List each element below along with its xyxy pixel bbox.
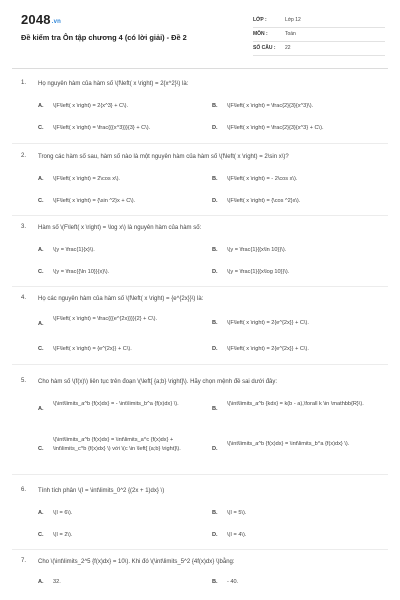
option-letter: B. (212, 176, 218, 182)
option-text: \(F\left( x \right) = 2{e^{2x}} + C\). (227, 346, 309, 352)
option-text: \(I = 5\). (227, 510, 247, 516)
option-letter: B. (212, 579, 218, 585)
option-letter: C. (38, 532, 44, 538)
question-number: 2. (21, 153, 27, 159)
option-text: \(I = 4\). (227, 532, 247, 538)
question-number: 6. (21, 487, 27, 493)
meta-label: SỐ CÂU : (253, 45, 276, 51)
option-text: \(F\left( x \right) = \frac{{{e^{2x}}}}{2} + C\). (53, 316, 157, 322)
option-letter: B. (212, 510, 218, 516)
meta-value: Toán (285, 31, 296, 37)
question-separator (12, 474, 388, 475)
option-letter: A. (38, 510, 44, 516)
option-letter: D. (212, 346, 218, 352)
option-text: \(F\left( x \right) = - 2\cos x\). (227, 176, 298, 182)
option-text: \(F\left( x \right) = \frac{{{x^3}}}{3} + C\). (53, 125, 151, 131)
option-letter: D. (212, 198, 218, 204)
option-text: \(F\left( x \right) = {\cos ^2}x\). (227, 198, 301, 204)
exam-title: Đề kiểm tra Ôn tập chương 4 (có lời giải) - Đề 2 (21, 33, 187, 42)
question-text: Trong các hàm số sau, hàm số nào là một nguyên hàm của hàm số \(f\left( x \right) = 2\sin x\)? (38, 154, 289, 160)
question-text: Hàm số \(F\left( x \right) = \log x\) là nguyên hàm của hàm số: (38, 225, 202, 231)
option-text: \(y = \frac{1}{{x\log 10}}\). (227, 269, 290, 275)
meta-row-count (253, 42, 385, 56)
option-text: \(\int\limits_a^b {f(x)dx} = \int\limits_a^c {f(x)dx} + \int\limits_c^b {f(x)dx} \) với \(c \in \left[ {a;b} \right]\). (53, 437, 181, 452)
question-separator (12, 549, 388, 550)
option-letter: A. (38, 321, 44, 327)
option-text: \(y = \frac{1}{{x\ln 10}}\). (227, 247, 287, 253)
question-text: Họ các nguyên hàm của hàm số \(f\left( x \right) = {e^{2x}}\) là: (38, 296, 204, 302)
option-letter: B. (212, 103, 218, 109)
option-letter: C. (38, 446, 44, 452)
question-separator (12, 215, 388, 216)
option-letter: C. (38, 269, 44, 275)
option-letter: B. (212, 320, 218, 326)
option-letter: D. (212, 532, 218, 538)
question-separator (12, 143, 388, 144)
option-text: \(F\left( x \right) = 2{e^{2x}} + C\). (227, 320, 309, 326)
option-text: \(y = \frac{1}{x}\). (53, 247, 95, 253)
question-number: 4. (21, 295, 27, 301)
option-text: \(I = 2\). (53, 532, 73, 538)
option-text: \(F\left( x \right) = {e^{2x}} + C\). (53, 346, 132, 352)
logo-text: 2048 (21, 12, 51, 27)
option-letter: C. (38, 198, 44, 204)
option-letter: A. (38, 103, 44, 109)
question-separator (12, 286, 388, 287)
option-letter: A. (38, 176, 44, 182)
option-text: \(\int\limits_a^b {f(x)dx} = \int\limits_b^a {f(x)dx} \). (227, 441, 350, 447)
meta-label: MÔN : (253, 31, 268, 37)
question-number: 3. (21, 224, 27, 230)
option-letter: A. (38, 579, 44, 585)
option-letter: A. (38, 406, 44, 412)
question-number: 7. (21, 558, 27, 564)
option-letter: D. (212, 269, 218, 275)
meta-value: Lớp 12 (285, 17, 301, 23)
question-text: Cho \(\int\limits_2^5 {f(x)dx} = 10\). Khi đó \(\int\limits_5^2 {4f(x)dx} \)bằng: (38, 559, 235, 565)
option-letter: B. (212, 247, 218, 253)
question-number: 1. (21, 80, 27, 86)
option-letter: D. (212, 446, 218, 452)
question-text: Cho hàm số \(f(x)\) liên tục trên đoạn \(\left[ {a;b} \right]\). Hãy chọn mệnh đề sai dưới đây: (38, 379, 278, 385)
option-text: \(\int\limits_a^b {kdx} = k(b - a),\forall k \in \mathbb{R}\). (227, 401, 364, 407)
option-letter: C. (38, 346, 44, 352)
logo-suffix: .vn (51, 19, 62, 25)
option-letter: C. (38, 125, 44, 131)
option-text: - 40. (227, 579, 239, 585)
exam-meta (253, 14, 385, 56)
option-text: \(F\left( x \right) = 2{x^3} + C\). (53, 103, 129, 109)
question-number: 5. (21, 378, 27, 384)
option-text: \(F\left( x \right) = {\sin ^2}x + C\). (53, 198, 136, 204)
meta-row-subject (253, 28, 385, 42)
question-text: Tính tích phân \(I = \int\limits_0^2 {(2x + 1)dx} \) (38, 488, 165, 494)
question-separator (12, 364, 388, 365)
page-header (0, 0, 400, 70)
meta-value: 22 (285, 45, 291, 51)
option-text: \(\int\limits_a^b {f(x)dx} = - \int\limits_b^a {f(x)dx} \). (53, 401, 179, 407)
option-letter: A. (38, 247, 44, 253)
option-text: 32. (53, 579, 61, 585)
option-text: \(I = 6\). (53, 510, 73, 516)
option-text: \(F\left( x \right) = \frac{2}{3}{x^3}\). (227, 103, 314, 109)
header-divider (12, 68, 388, 69)
option-text: \(y = \frac{{\ln 10}}{x}\). (53, 269, 110, 275)
question-text: Họ nguyên hàm của hàm số \(f\left( x \right) = 2{x^2}\) là: (38, 81, 189, 87)
option-letter: D. (212, 125, 218, 131)
site-logo[interactable] (21, 12, 61, 27)
option-text: \(F\left( x \right) = \frac{2}{3}{x^3} + C\). (227, 125, 324, 131)
option-letter: B. (212, 406, 218, 412)
meta-label: LỚP : (253, 17, 267, 23)
meta-row-class (253, 14, 385, 28)
option-text: \(F\left( x \right) = 2\cos x\). (53, 176, 120, 182)
